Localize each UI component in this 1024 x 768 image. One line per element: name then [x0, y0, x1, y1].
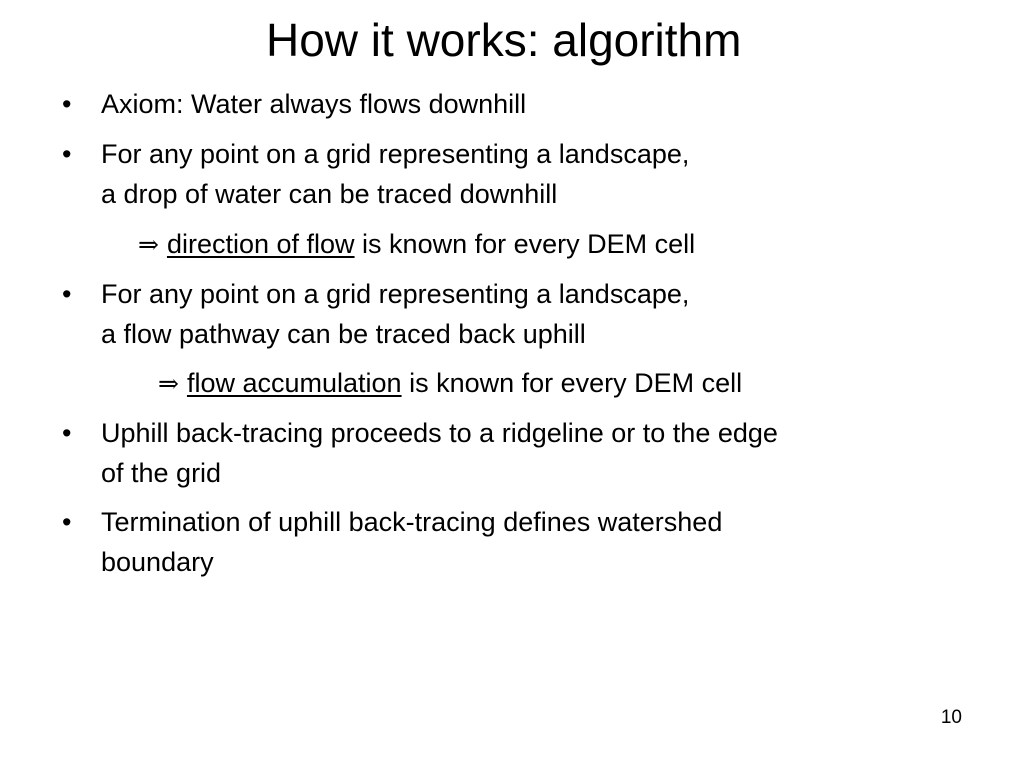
bullet-text [101, 274, 689, 354]
bullet-line: a drop of water can be traced downhill [101, 179, 558, 209]
bullet-marker: • [62, 279, 72, 309]
sub-point-text: is known for every DEM cell [401, 368, 743, 398]
bullet-line: Uphill back-tracing proceeds to a ridgeline or to the edge [101, 418, 778, 448]
implies-icon: ⇒ [158, 369, 179, 398]
bullet-text [101, 84, 526, 124]
bullet-marker: • [62, 418, 72, 448]
term-direction-of-flow: direction of flow [166, 229, 355, 259]
page-number: 10 [940, 707, 962, 728]
sub-point-text: is known for every DEM cell [354, 229, 696, 259]
implies-icon: ⇒ [138, 230, 159, 259]
bullet-text [101, 413, 778, 493]
term-flow-accumulation: flow accumulation [186, 368, 402, 398]
bullet-line: a flow pathway can be traced back uphill [101, 319, 586, 349]
sub-point-flow-accumulation [158, 363, 742, 404]
bullet-marker: • [62, 507, 72, 537]
slide-title: How it works: algorithm [266, 14, 742, 66]
bullet-text [101, 502, 722, 582]
sub-point-direction-of-flow [138, 224, 695, 265]
bullet-marker: • [62, 89, 72, 119]
bullet-line: Axiom: Water always flows downhill [101, 89, 527, 119]
bullet-marker: • [62, 139, 72, 169]
bullet-text [101, 134, 689, 214]
bullet-line: For any point on a grid representing a landscape, [101, 279, 690, 309]
bullet-line: For any point on a grid representing a landscape, [101, 139, 690, 169]
bullet-line: of the grid [101, 458, 222, 488]
bullet-line: boundary [101, 547, 214, 577]
bullet-line: Termination of uphill back-tracing defines watershed [101, 507, 723, 537]
